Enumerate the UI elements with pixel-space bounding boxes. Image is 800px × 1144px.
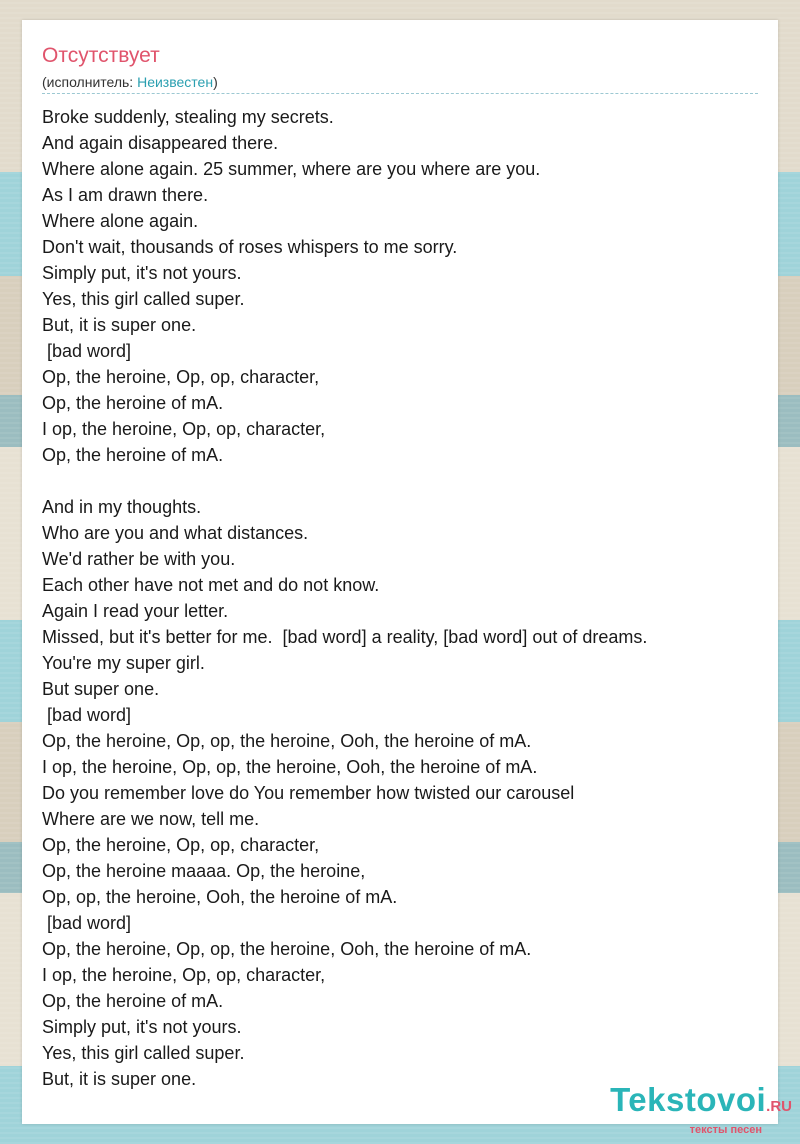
lyrics-line: [bad word] — [42, 913, 132, 933]
lyrics-line: But super one. — [42, 679, 160, 699]
logo-tagline: тексты песен — [689, 1124, 762, 1136]
artist-link[interactable]: Неизвестен — [137, 74, 214, 90]
dashed-divider — [42, 93, 758, 94]
lyrics-line: Do you remember love do You remember how twisted our carousel — [42, 783, 575, 803]
lyrics-line: Op, the heroine of mA. — [42, 445, 224, 465]
lyrics-line: Where alone again. 25 summer, where are you where are you. — [42, 159, 541, 179]
lyrics-line: Broke suddenly, stealing my secrets. — [42, 107, 334, 127]
lyrics-line: Op, the heroine maaaa. Op, the heroine, — [42, 861, 366, 881]
site-logo[interactable] — [610, 1083, 792, 1136]
lyrics-line: As I am drawn there. — [42, 185, 209, 205]
lyrics-line: Simply put, it's not yours. — [42, 1017, 242, 1037]
lyrics-text — [42, 104, 758, 1092]
logo-tld: .RU — [766, 1098, 792, 1115]
lyrics-line: Missed, but it's better for me. [bad word] a reality, [bad word] out of dreams. — [42, 627, 648, 647]
lyrics-line: And again disappeared there. — [42, 133, 279, 153]
lyrics-line — [42, 468, 758, 494]
lyrics-line: Op, the heroine of mA. — [42, 991, 224, 1011]
lyrics-line: We'd rather be with you. — [42, 549, 236, 569]
artist-suffix: ) — [213, 74, 218, 90]
lyrics-line: I op, the heroine, Op, op, the heroine, Ooh, the heroine of mA. — [42, 757, 538, 777]
lyrics-sheet — [22, 20, 778, 1124]
lyrics-line: Op, the heroine, Op, op, the heroine, Ooh, the heroine of mA. — [42, 939, 532, 959]
lyrics-line: I op, the heroine, Op, op, character, — [42, 419, 326, 439]
lyrics-line: And in my thoughts. — [42, 497, 202, 517]
lyrics-line: Each other have not met and do not know. — [42, 575, 380, 595]
lyrics-line: Op, the heroine, Op, op, character, — [42, 835, 320, 855]
lyrics-line: Where alone again. — [42, 211, 199, 231]
lyrics-line: Again I read your letter. — [42, 601, 229, 621]
lyrics-line: I op, the heroine, Op, op, character, — [42, 965, 326, 985]
lyrics-line: Where are we now, tell me. — [42, 809, 260, 829]
song-title: Отсутствует — [42, 44, 160, 67]
lyrics-line: But, it is super one. — [42, 1069, 197, 1089]
lyrics-line: Don't wait, thousands of roses whispers to me sorry. — [42, 237, 458, 257]
lyrics-line: Who are you and what distances. — [42, 523, 309, 543]
lyrics-line: [bad word] — [42, 341, 132, 361]
lyrics-line: Simply put, it's not yours. — [42, 263, 242, 283]
logo-name: Tekstovoi — [610, 1081, 767, 1118]
lyrics-line: Op, the heroine, Op, op, character, — [42, 367, 320, 387]
lyrics-line: Yes, this girl called super. — [42, 289, 245, 309]
lyrics-line: Op, the heroine, Op, op, the heroine, Ooh, the heroine of mA. — [42, 731, 532, 751]
lyrics-line: Yes, this girl called super. — [42, 1043, 245, 1063]
lyrics-line: Op, op, the heroine, Ooh, the heroine of mA. — [42, 887, 398, 907]
logo-wordmark — [610, 1083, 792, 1124]
lyrics-line: Op, the heroine of mA. — [42, 393, 224, 413]
lyrics-line: But, it is super one. — [42, 315, 197, 335]
lyrics-line: [bad word] — [42, 705, 132, 725]
artist-line — [42, 74, 218, 90]
lyrics-line: You're my super girl. — [42, 653, 205, 673]
artist-prefix: (исполнитель: — [42, 74, 138, 90]
